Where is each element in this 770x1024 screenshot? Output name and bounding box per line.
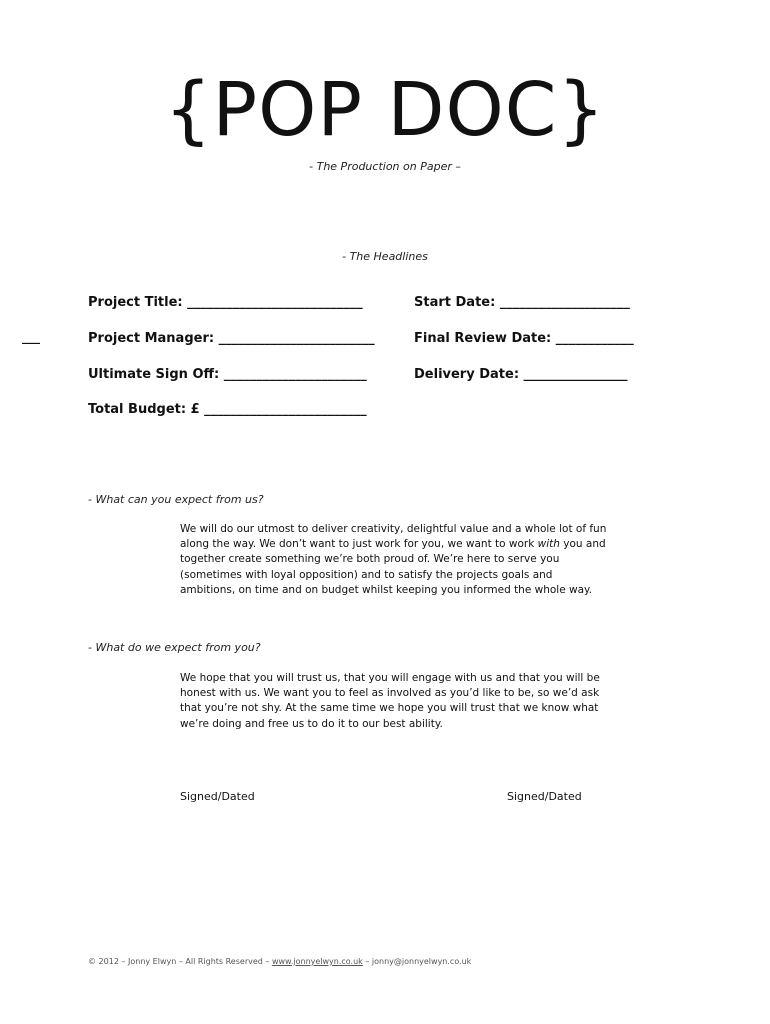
headlines-heading: - The Headlines: [342, 250, 428, 263]
delivery-date-field[interactable]: [414, 367, 628, 382]
margin-mark: ___: [22, 330, 40, 344]
delivery-date-label: Delivery Date:: [414, 367, 520, 382]
document-title: {POP DOC}: [164, 67, 606, 153]
project-manager-blank[interactable]: ________________________: [218, 331, 375, 346]
expect-from-us-text-2: you and together create something we’re both proud of. We’re here to serve you (sometimes with loyal opposition) and to satisfy the projects goals and ambitions, on time and on budget whilst keeping you informed the whole way.: [180, 538, 606, 596]
expect-from-you-heading: - What do we expect from you?: [88, 641, 261, 654]
ultimate-sign-off-field[interactable]: [88, 367, 367, 382]
signature-left-label: Signed/Dated: [180, 790, 255, 803]
footer-suffix: – jonny@jonnyelwyn.co.uk: [362, 957, 472, 966]
expect-from-us-heading: - What can you expect from us?: [88, 493, 264, 506]
expect-from-you-body: We hope that you will trust us, that you will engage with us and that you will be honest with us. We want you to feel as involved as you’d like to be, so we’d ask that you’re not shy. At the same time we hope you will trust that we know what we’re doing and free us to do it to our best ability.: [180, 672, 600, 730]
delivery-date-blank[interactable]: ________________: [523, 367, 628, 382]
project-title-blank[interactable]: ___________________________: [187, 295, 363, 310]
expect-from-us-body: [180, 522, 610, 598]
final-review-date-label: Final Review Date:: [414, 331, 552, 346]
footer: [88, 957, 471, 966]
project-manager-label: Project Manager:: [88, 331, 215, 346]
start-date-field[interactable]: [414, 295, 630, 310]
project-title-label: Project Title:: [88, 295, 183, 310]
document-subtitle: - The Production on Paper –: [309, 160, 461, 173]
project-manager-field[interactable]: [88, 331, 375, 346]
expect-from-us-emphasis: with: [537, 538, 560, 551]
ultimate-sign-off-label: Ultimate Sign Off:: [88, 367, 220, 382]
total-budget-label: Total Budget: £: [88, 402, 200, 417]
total-budget-blank[interactable]: _________________________: [204, 402, 367, 417]
final-review-date-field[interactable]: [414, 331, 634, 346]
ultimate-sign-off-blank[interactable]: ______________________: [223, 367, 367, 382]
footer-prefix: © 2012 – Jonny Elwyn – All Rights Reserved –: [88, 957, 272, 966]
start-date-label: Start Date:: [414, 295, 496, 310]
total-budget-field[interactable]: [88, 402, 367, 417]
signature-right-label: Signed/Dated: [507, 790, 582, 803]
project-title-field[interactable]: [88, 295, 363, 310]
footer-website-link[interactable]: www.jonnyelwyn.co.uk: [271, 957, 363, 966]
start-date-blank[interactable]: ____________________: [499, 295, 630, 310]
expect-from-us-text-1: We will do our utmost to deliver creativity, delightful value and a whole lot of fun along the way. We don’t want to just work for you, we want to work: [180, 523, 607, 551]
final-review-date-blank[interactable]: ____________: [555, 331, 634, 346]
